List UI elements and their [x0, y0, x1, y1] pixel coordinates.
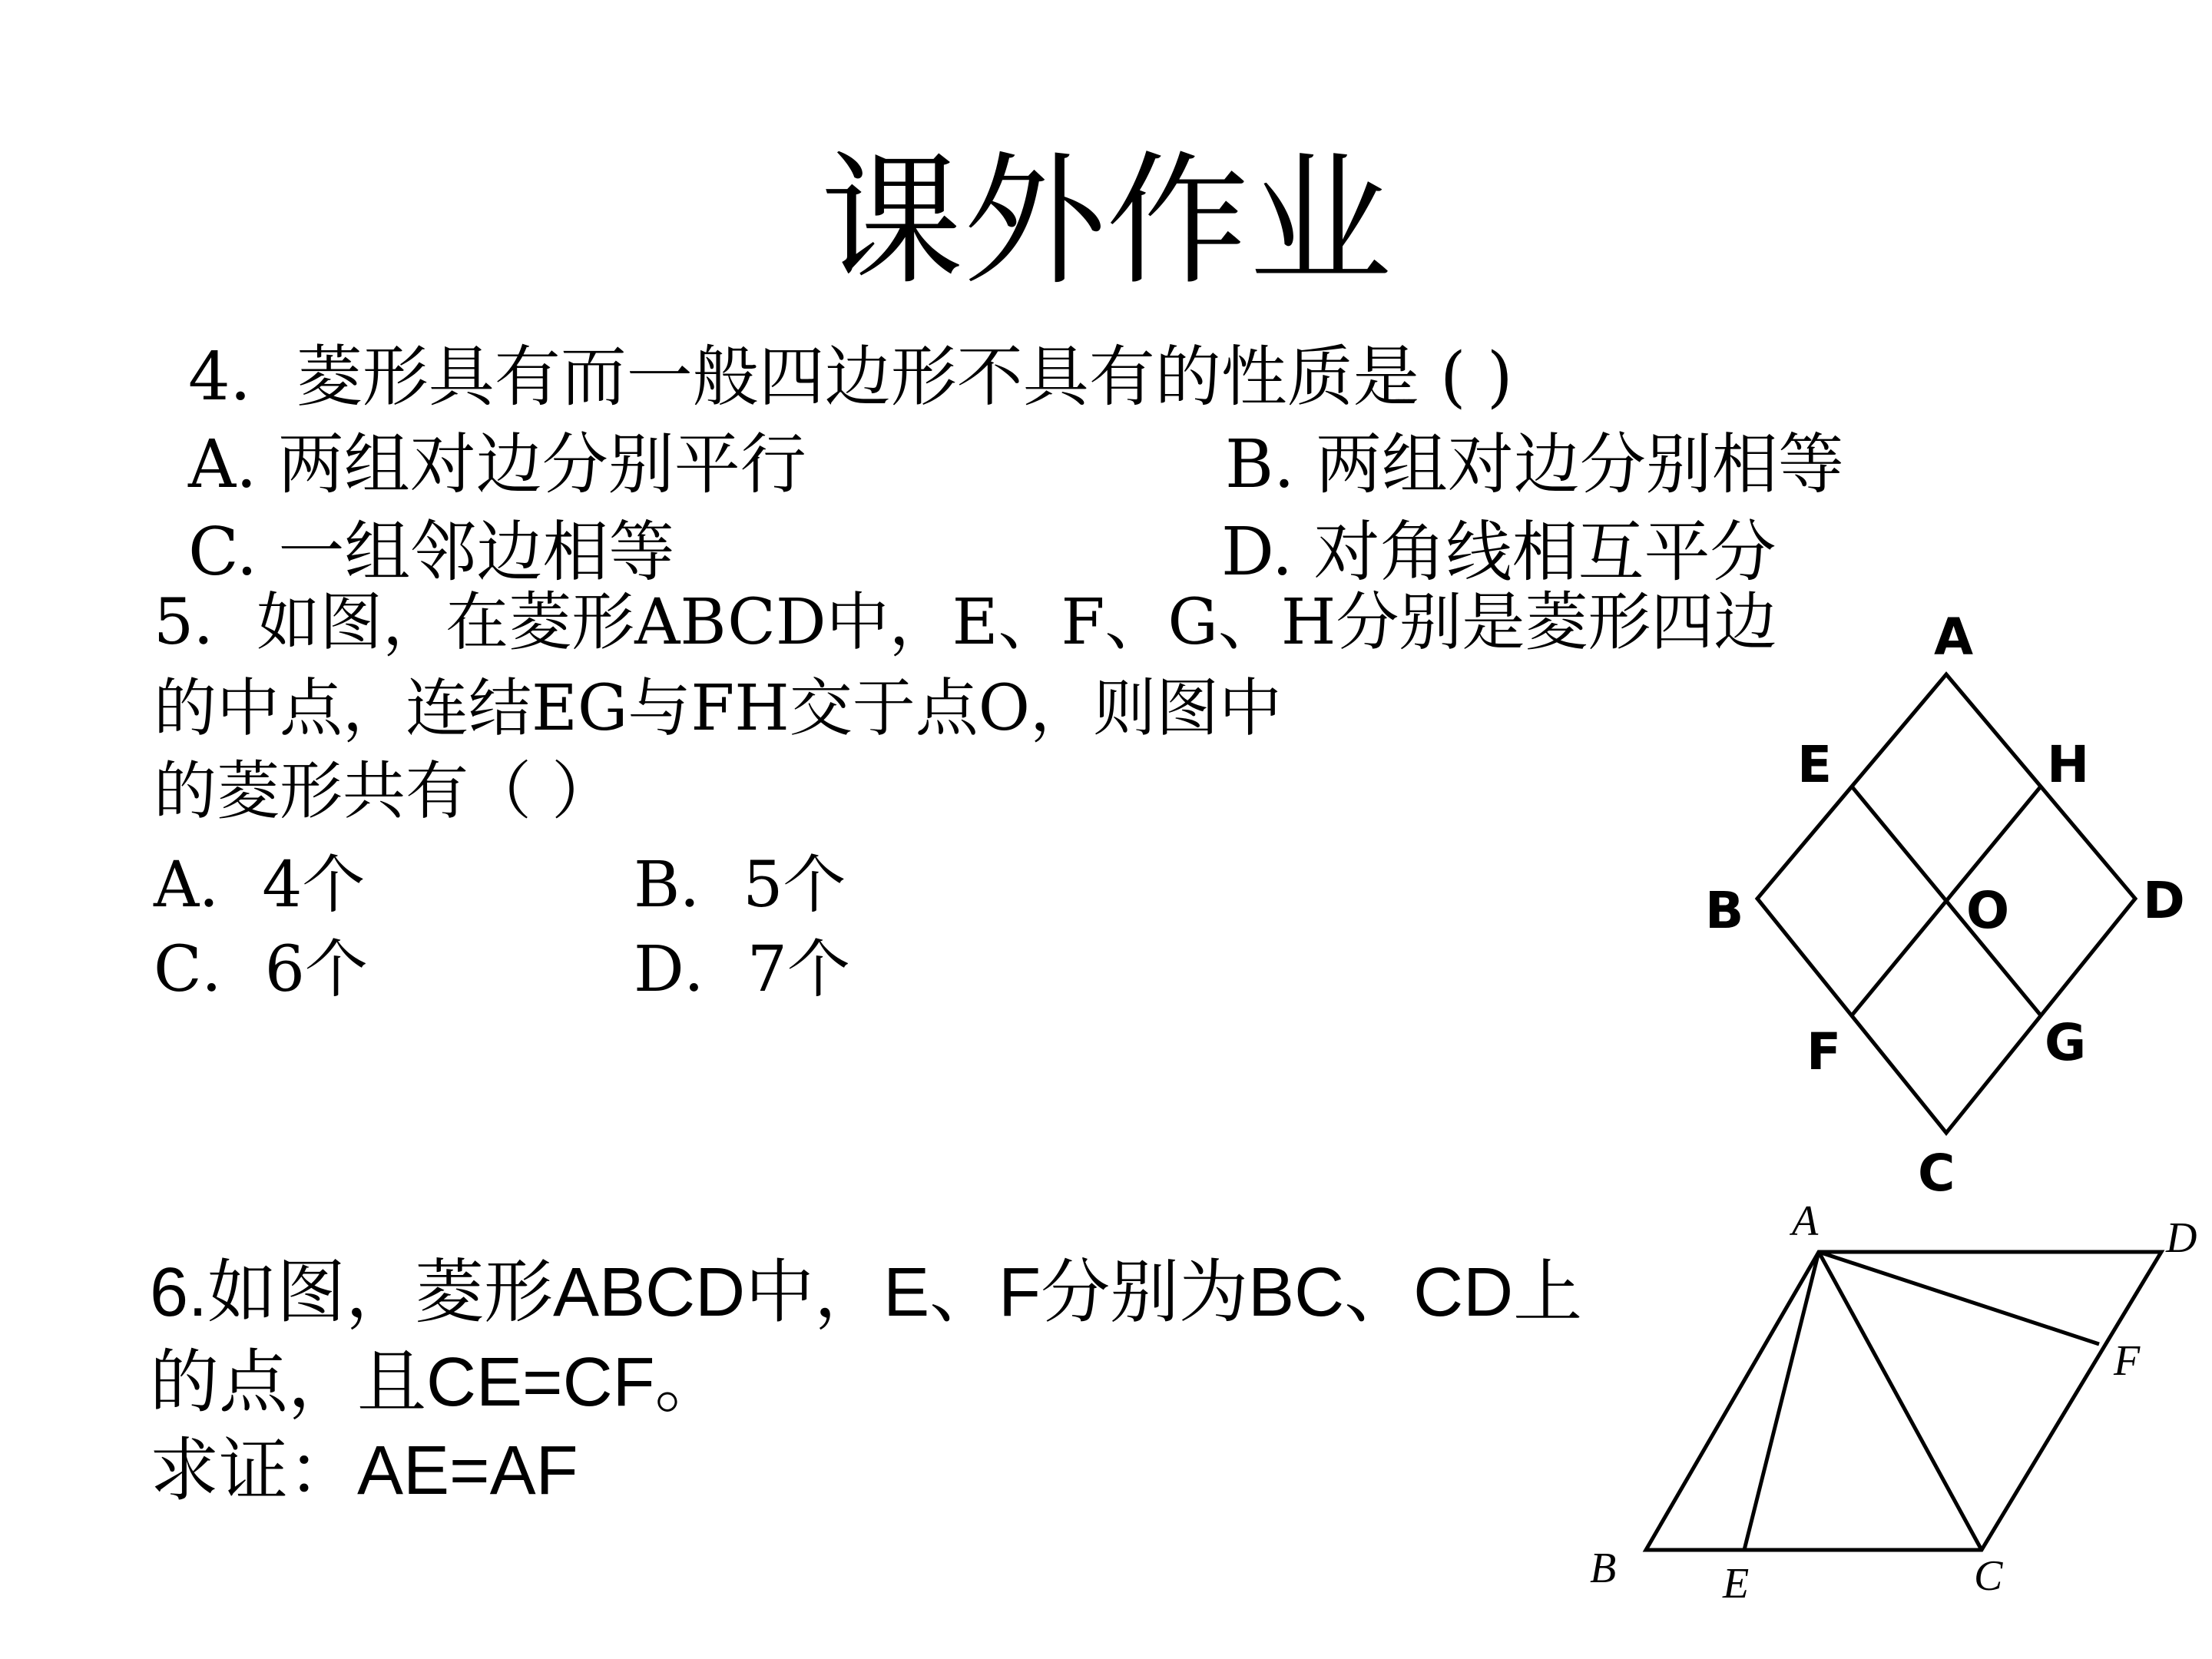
q4-option-d: D. 对角线相互平分: [1221, 514, 1777, 591]
label-b: B: [1590, 1545, 1617, 1592]
q5-option-a: A．4个: [154, 849, 366, 922]
label-o: O: [1966, 881, 2010, 940]
label-d: D: [2166, 1214, 2197, 1262]
q4-option-c: C. 一组邻边相等: [188, 514, 675, 591]
page-title: 课外作业: [820, 137, 1392, 304]
q5-option-b: B．5个: [634, 849, 846, 922]
q5-option-c: C．6个: [154, 933, 368, 1006]
label-c: C: [1918, 1144, 1955, 1203]
label-e: E: [1797, 735, 1833, 794]
segment-ae: [1744, 1252, 1819, 1550]
q4-option-a: A. 两组对边分别平行: [188, 426, 806, 503]
label-b: B: [1705, 881, 1744, 940]
q6-line-3: 求证：AE=AF: [150, 1432, 578, 1509]
label-d: D: [2143, 871, 2185, 930]
label-h: H: [2047, 735, 2090, 794]
q5-line-1: 5．如图，在菱形ABCD中，E、F、G、H分别是菱形四边: [154, 586, 1777, 659]
label-f: F: [2114, 1337, 2141, 1385]
label-f: F: [1806, 1022, 1842, 1081]
label-c: C: [1974, 1552, 2003, 1600]
q4-stem: 4．菱形具有而一般四边形不具有的性质是 ( ): [188, 339, 1513, 416]
label-g: G: [2045, 1013, 2087, 1072]
label-a: A: [1934, 608, 1974, 667]
q5-option-d: D．7个: [634, 933, 850, 1006]
q5-line-2: 的中点，连结EG与FH交于点O，则图中: [154, 672, 1282, 745]
label-a: A: [1792, 1197, 1819, 1245]
parallelogram-abcd: [1646, 1252, 2161, 1550]
label-e: E: [1723, 1560, 1750, 1608]
q6-line-2: 的点，且CE=CF。: [150, 1344, 724, 1421]
q6-line-1: 6.如图，菱形ABCD中，E、F分别为BC、CD上: [150, 1254, 1583, 1331]
q5-line-3: 的菱形共有（ ）: [154, 755, 615, 828]
q4-option-b: B. 两组对边分别相等: [1225, 426, 1844, 503]
